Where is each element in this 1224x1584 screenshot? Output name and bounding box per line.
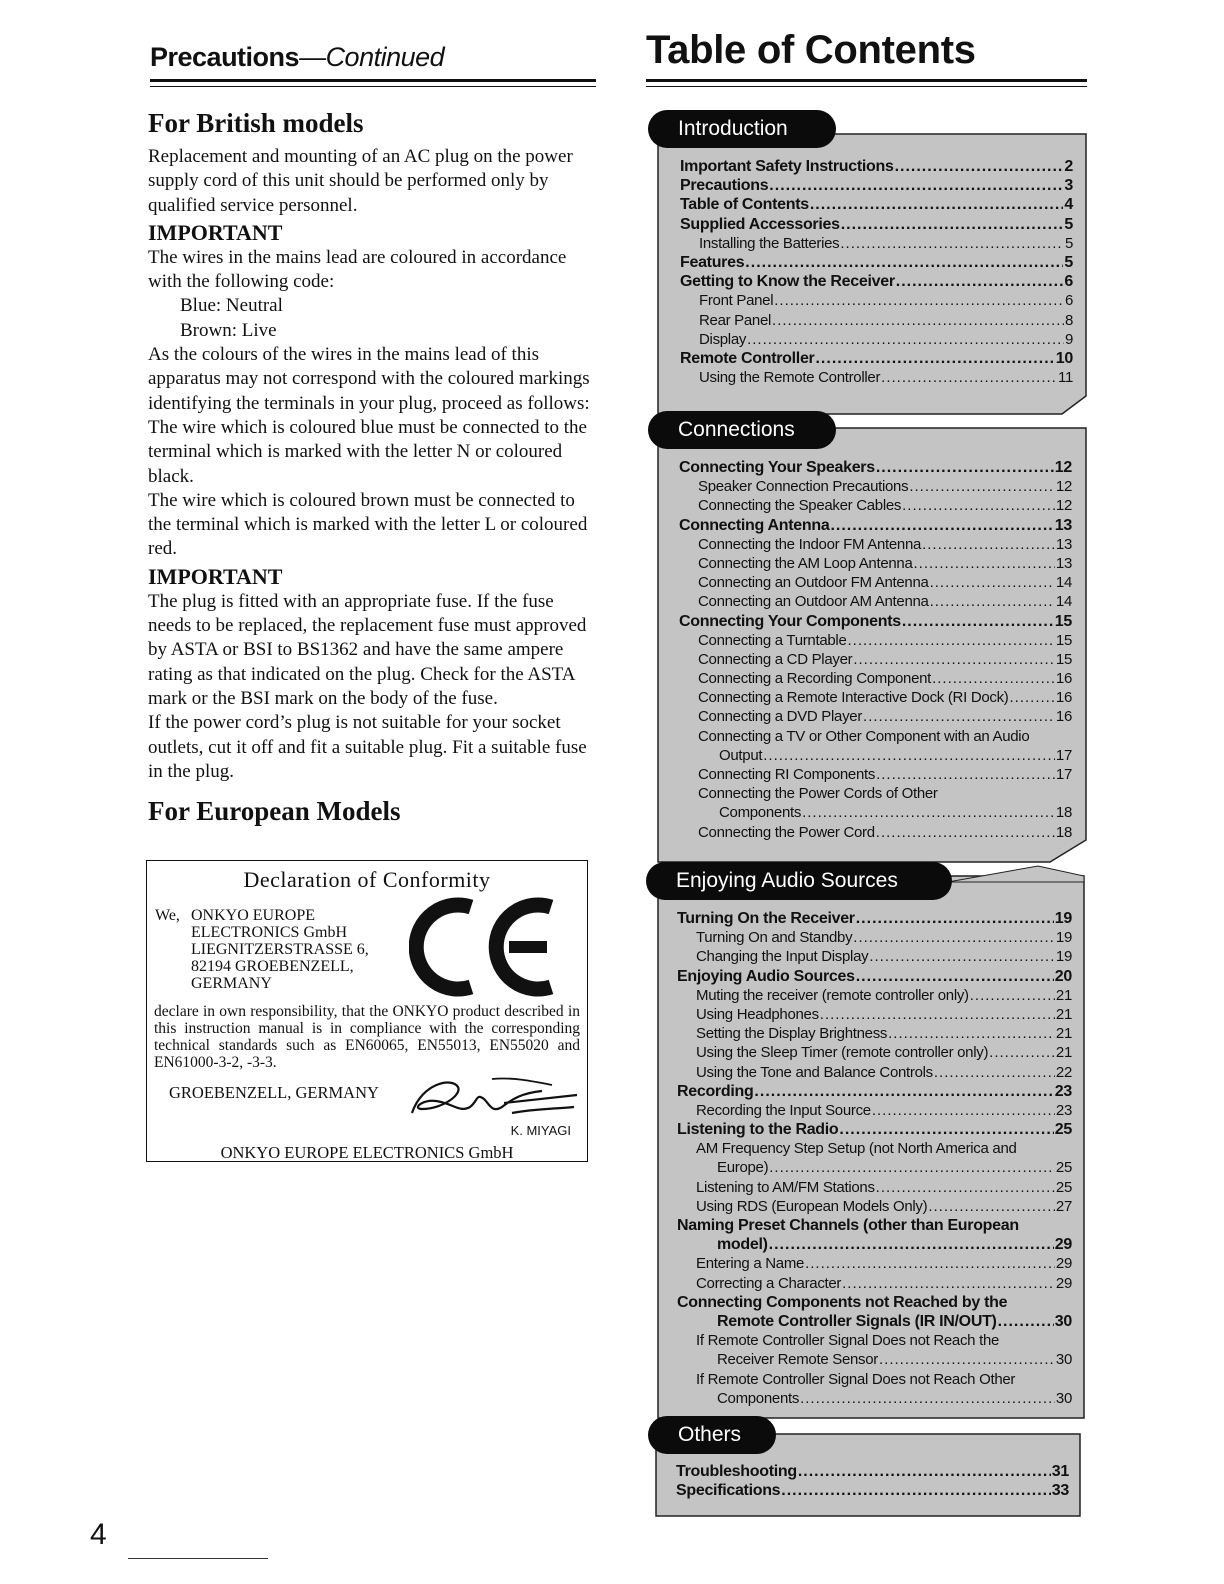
toc-entry-page: 5 [1064, 234, 1073, 252]
toc-entry-title: Turning On and Standby [696, 929, 853, 947]
section-pill-others: Others [648, 1416, 776, 1454]
toc-leader-dots [763, 746, 1055, 765]
british-heading: For British models [148, 108, 364, 138]
toc-leader-dots [934, 1063, 1055, 1082]
toc-entry[interactable] [679, 765, 1072, 784]
toc-entry-page: 21 [1055, 986, 1072, 1004]
toc-entry[interactable] [679, 669, 1072, 688]
toc-entry-page: 17 [1055, 746, 1072, 764]
toc-entry[interactable] [680, 253, 1073, 272]
toc-entry-page: 13 [1055, 535, 1072, 553]
toc-leader-dots [998, 1312, 1054, 1331]
toc-entry-title: Precautions [680, 177, 769, 195]
toc-leader-dots [774, 291, 1064, 310]
toc-entry[interactable] [677, 1254, 1072, 1273]
toc-entry-page: 31 [1051, 1463, 1069, 1480]
address-line: LIEGNITZERSTRASSE 6, [191, 941, 369, 958]
toc-entry-title: Connecting a Recording Component [698, 670, 932, 688]
toc-entry-title: Setting the Display Brightness [696, 1025, 888, 1043]
toc-entry-title: Recording the Input Source [696, 1101, 871, 1119]
toc-entry-page: 11 [1058, 369, 1073, 387]
toc-entry-page: 16 [1055, 708, 1072, 726]
toc-entry-title: Connecting the Power Cords of Other [698, 785, 938, 803]
blue-paragraph: The wire which is coloured blue must be connected to the terminal which is marked with the letter N or coloured black. [148, 416, 587, 487]
header-continued: —Continued [299, 42, 445, 72]
toc-entry-page: 20 [1054, 967, 1072, 985]
toc-entry-title: Getting to Know the Receiver [680, 273, 895, 291]
toc-entry-title: Connecting a Turntable [698, 631, 847, 649]
toc-entry-page: 19 [1055, 948, 1072, 966]
toc-entry-title: Rear Panel [699, 311, 772, 329]
toc-entry-title: Using Headphones [696, 1005, 819, 1023]
toc-entry-title: Features [680, 253, 745, 271]
toc-entry[interactable] [680, 234, 1073, 253]
toc-leader-dots [839, 1120, 1053, 1139]
toc-entry[interactable] [677, 1120, 1072, 1139]
toc-entry-page: 4 [1064, 196, 1073, 214]
toc-entry[interactable] [677, 1082, 1072, 1101]
important-heading-2: IMPORTANT [148, 563, 283, 589]
toc-entry[interactable] [680, 195, 1073, 214]
toc-entry-title: Connecting RI Components [698, 766, 876, 783]
toc-entry[interactable] [677, 1178, 1072, 1197]
toc-entry[interactable] [677, 947, 1072, 966]
toc-leader-dots [840, 234, 1064, 253]
section-pill-enjoying-audio-sources: Enjoying Audio Sources [646, 862, 952, 900]
section-pill-introduction: Introduction [648, 110, 836, 148]
page-number: 4 [90, 1518, 107, 1551]
toc-entry[interactable] [677, 1063, 1072, 1082]
toc-entry[interactable] [679, 535, 1072, 554]
toc-entry-title: Installing the Batteries [699, 234, 840, 252]
toc-entry-title: Connecting a CD Player [698, 650, 853, 668]
address-line: GERMANY [191, 975, 272, 992]
toc-entry-title: Components [719, 804, 802, 822]
toc-leader-dots [869, 947, 1055, 966]
toc-entry-page: 3 [1064, 177, 1073, 195]
toc-leader-dots [881, 368, 1057, 387]
toc-leader-dots [930, 592, 1055, 611]
british-intro: Replacement and mounting of an AC plug on the power supply cord of this unit should be performed only by qualified service personnel. [148, 146, 573, 216]
blue-neutral: Blue: Neutral [180, 295, 283, 317]
toc-entry[interactable] [679, 784, 1072, 803]
header-main: Precautions [150, 42, 300, 72]
toc-entry[interactable] [677, 1350, 1072, 1369]
toc-leader-dots [769, 1235, 1054, 1254]
toc-entry[interactable] [677, 1101, 1072, 1120]
toc-entry-page: 19 [1055, 929, 1072, 947]
toc-entry-page: 23 [1055, 1101, 1072, 1119]
toc-entry-title: Remote Controller [680, 349, 815, 367]
toc-entry-page: 2 [1064, 158, 1073, 175]
toc-entry-page: 12 [1055, 478, 1072, 496]
toc-entry-page: 16 [1055, 689, 1072, 707]
toc-rule-thick [646, 79, 1087, 82]
toc-leader-dots [970, 986, 1055, 1005]
toc-entry-page: 14 [1055, 593, 1072, 611]
toc-leader-dots [930, 573, 1055, 592]
toc-entry-title: Front Panel [699, 292, 774, 310]
toc-leader-dots [922, 535, 1055, 554]
toc-entry-page: 30 [1055, 1351, 1072, 1369]
declaration-title: Declaration of Conformity [243, 867, 491, 892]
toc-entry-page: 17 [1055, 766, 1072, 783]
toc-entry[interactable] [679, 727, 1072, 746]
toc-entry[interactable] [680, 311, 1073, 330]
toc-entry-title: Listening to AM/FM Stations [696, 1178, 875, 1196]
toc-entry-title: Correcting a Character [696, 1274, 842, 1292]
toc-entry-title: Entering a Name [696, 1255, 805, 1273]
toc-entry-page: 8 [1064, 311, 1073, 329]
toc-entry-title: Using RDS (European Models Only) [696, 1197, 928, 1215]
toc-leader-dots [853, 650, 1055, 669]
toc-entry-page: 10 [1055, 349, 1073, 367]
toc-entry-page: 18 [1055, 823, 1072, 841]
toc-entry-title: Troubleshooting [676, 1463, 797, 1480]
toc-entry[interactable] [677, 1216, 1072, 1235]
toc-entry[interactable] [679, 458, 1072, 477]
toc-entry-page: 21 [1055, 1005, 1072, 1023]
toc-entry-title: Muting the receiver (remote controller only) [696, 986, 969, 1004]
toc-entry-title: Listening to the Radio [677, 1121, 839, 1139]
toc-entry[interactable] [677, 986, 1072, 1005]
toc-entry-title: Connecting the AM Loop Antenna [698, 554, 913, 572]
toc-entry[interactable] [679, 496, 1072, 515]
toc-entry-page: 29 [1054, 1236, 1072, 1254]
toc-entry-title: Connecting Your Speakers [679, 459, 875, 476]
toc-entry-title: Supplied Accessories [680, 215, 840, 233]
toc-entry-title: Table of Contents [680, 196, 809, 214]
toc-entry-page: 33 [1051, 1482, 1069, 1500]
toc-entry-page: 21 [1055, 1025, 1072, 1043]
footer-line [128, 1558, 268, 1559]
toc-entry-page: 15 [1055, 650, 1072, 668]
declaration-city: GROEBENZELL, GERMANY [169, 1083, 379, 1102]
toc-entry[interactable] [679, 612, 1072, 631]
left-rule-thin [150, 86, 596, 87]
toc-leader-dots [895, 157, 1064, 176]
toc-entry-page: 18 [1055, 804, 1072, 822]
toc-entry[interactable] [677, 1389, 1072, 1408]
toc-entry[interactable] [677, 928, 1072, 947]
toc-entry[interactable] [676, 1462, 1069, 1481]
address-line: 82194 GROEBENZELL, [191, 958, 354, 975]
toc-leader-dots [769, 176, 1063, 195]
others-entries [676, 1462, 1069, 1500]
toc-entry-page: 6 [1064, 273, 1073, 291]
declaration-box [146, 860, 588, 1162]
toc-leader-dots [841, 215, 1064, 234]
toc-entry-title: Output [719, 746, 763, 764]
toc-leader-dots [747, 330, 1064, 349]
toc-leader-dots [876, 1178, 1055, 1197]
toc-entry-title: Connecting Antenna [679, 516, 830, 534]
toc-entry-page: 13 [1054, 516, 1072, 534]
toc-leader-dots [772, 311, 1064, 330]
toc-entry-title: Connecting a TV or Other Component with an Audio [698, 727, 1030, 745]
toc-leader-dots [820, 1005, 1055, 1024]
toc-entry-title: Connecting the Indoor FM Antenna [698, 535, 922, 553]
toc-title: Table of Contents [646, 28, 976, 72]
fuse-paragraph: The plug is fitted with an appropriate fuse. If the fuse needs to be replaced, the replacement fuse must approved by ASTA or BSI to BS1362 and have the same ampere rating as that indicated on the plug. Check for the ASTA mark or the BSI mark on the body of the fuse. [148, 590, 587, 709]
toc-entry-page: 5 [1064, 253, 1073, 271]
toc-entry-title: Important Safety Instructions [680, 158, 894, 175]
toc-leader-dots [745, 253, 1063, 272]
toc-leader-dots [856, 967, 1054, 986]
toc-entry[interactable] [677, 1293, 1072, 1312]
toc-leader-dots [781, 1481, 1051, 1500]
toc-entry[interactable] [677, 1139, 1072, 1158]
declaration-we: We, [155, 907, 180, 924]
ce-mark-icon [409, 897, 559, 997]
toc-entry-title: Speaker Connection Precautions [698, 478, 909, 496]
toc-entry-page: 15 [1054, 612, 1072, 630]
toc-leader-dots [876, 823, 1055, 842]
toc-entry[interactable] [677, 1005, 1072, 1024]
toc-entry[interactable] [676, 1481, 1069, 1500]
toc-entry-title: Using the Tone and Balance Controls [696, 1063, 933, 1081]
toc-entry-title: Using the Remote Controller [699, 369, 881, 387]
toc-leader-dots [754, 1082, 1053, 1101]
toc-rule-thin [646, 86, 1087, 87]
toc-entry-page: 23 [1054, 1082, 1072, 1100]
address-line: ONKYO EUROPE [191, 907, 315, 924]
precautions-header [150, 42, 444, 73]
toc-entry[interactable] [680, 291, 1073, 310]
toc-entry[interactable] [677, 1158, 1072, 1177]
toc-entry[interactable] [679, 688, 1072, 707]
toc-entry[interactable] [680, 176, 1073, 195]
toc-entry-title: Specifications [676, 1482, 781, 1500]
toc-entry[interactable] [679, 477, 1072, 496]
toc-leader-dots [1010, 688, 1055, 707]
toc-entry-title: Europe) [717, 1159, 769, 1177]
toc-leader-dots [856, 909, 1054, 928]
toc-entry-title: Receiver Remote Sensor [717, 1351, 878, 1369]
toc-entry-title: If Remote Controller Signal Does not Reach the [696, 1332, 1000, 1350]
toc-leader-dots [876, 458, 1054, 477]
company-name: ONKYO EUROPE ELECTRONICS GmbH [220, 1143, 514, 1162]
toc-entry-title: Changing the Input Display [696, 948, 869, 966]
toc-leader-dots [888, 1024, 1055, 1043]
toc-entry-page: 19 [1054, 910, 1072, 927]
toc-entry-title: Connecting an Outdoor AM Antenna [698, 593, 929, 611]
toc-entry[interactable] [680, 215, 1073, 234]
toc-entry-page: 29 [1055, 1255, 1072, 1273]
toc-entry[interactable] [679, 554, 1072, 573]
toc-entry[interactable] [677, 1274, 1072, 1293]
toc-leader-dots [879, 1350, 1055, 1369]
toc-entry-page: 25 [1055, 1159, 1072, 1177]
toc-entry[interactable] [677, 967, 1072, 986]
toc-entry-title: Connecting a DVD Player [698, 708, 863, 726]
toc-entry-page: 13 [1055, 554, 1072, 572]
signer-name: K. MIYAGI [510, 1123, 571, 1138]
toc-leader-dots [914, 554, 1055, 573]
toc-entry-title: Turning On the Receiver [677, 910, 855, 927]
toc-entry[interactable] [679, 650, 1072, 669]
connections-entries [679, 458, 1072, 842]
toc-entry-page: 16 [1055, 670, 1072, 688]
address-line: ELECTRONICS GmbH [191, 924, 347, 941]
toc-entry[interactable] [680, 368, 1073, 387]
toc-entry-page: 14 [1055, 574, 1072, 592]
toc-entry-title: Display [699, 330, 747, 348]
toc-entry[interactable] [679, 803, 1072, 822]
toc-entry[interactable] [677, 909, 1072, 928]
toc-leader-dots [876, 765, 1055, 784]
toc-entry-title: Connecting the Speaker Cables [698, 497, 902, 515]
toc-leader-dots [989, 1043, 1055, 1062]
toc-leader-dots [909, 477, 1055, 496]
toc-entry[interactable] [680, 330, 1073, 349]
toc-entry-title: Connecting Components not Reached by the [677, 1293, 1008, 1311]
toc-entry-title: Using the Sleep Timer (remote controller only) [696, 1044, 989, 1062]
toc-entry[interactable] [679, 592, 1072, 611]
toc-entry[interactable] [679, 823, 1072, 842]
toc-entry[interactable] [677, 1312, 1072, 1331]
toc-leader-dots [928, 1197, 1055, 1216]
toc-entry-title: Naming Preset Channels (other than European [677, 1217, 1019, 1234]
toc-leader-dots [815, 349, 1054, 368]
toc-leader-dots [800, 1389, 1055, 1408]
precautions-body [148, 108, 596, 833]
toc-entry-title: Connecting an Outdoor FM Antenna [698, 574, 929, 592]
brown-live: Brown: Live [180, 319, 277, 341]
toc-entry-page: 30 [1055, 1389, 1072, 1407]
toc-entry-title: model) [717, 1236, 768, 1254]
enjoying-entries [677, 909, 1072, 1408]
important-heading-1: IMPORTANT [148, 219, 283, 245]
toc-entry-page: 29 [1055, 1274, 1072, 1292]
toc-leader-dots [872, 1101, 1055, 1120]
signature-icon [392, 1073, 582, 1125]
toc-entry[interactable] [677, 1235, 1072, 1254]
toc-entry-title: Remote Controller Signals (IR IN/OUT) [717, 1312, 997, 1330]
toc-entry-page: 15 [1055, 631, 1072, 649]
toc-entry-page: 12 [1055, 497, 1072, 515]
toc-leader-dots [932, 669, 1055, 688]
toc-entry-page: 6 [1064, 292, 1073, 310]
toc-entry[interactable] [680, 349, 1073, 368]
introduction-entries [680, 157, 1073, 387]
toc-leader-dots [848, 631, 1055, 650]
toc-entry-title: Recording [677, 1082, 754, 1100]
toc-entry-page: 12 [1054, 459, 1072, 476]
wires-intro: The wires in the mains lead are coloured in accordance with the following code: [148, 246, 567, 293]
toc-entry[interactable] [679, 573, 1072, 592]
toc-leader-dots [902, 496, 1055, 515]
colours-paragraph: As the colours of the wires in the mains lead of this apparatus may not correspond with the coloured markings identifying the terminals in your plug, proceed as follows: [148, 344, 590, 414]
toc-leader-dots [810, 195, 1064, 214]
toc-entry-page: 25 [1055, 1178, 1072, 1196]
left-rule-thick [150, 79, 596, 82]
toc-entry[interactable] [680, 157, 1073, 176]
toc-leader-dots [830, 516, 1053, 535]
toc-leader-dots [853, 928, 1055, 947]
toc-entry-title: Components [717, 1389, 800, 1407]
toc-leader-dots [769, 1158, 1055, 1177]
toc-leader-dots [902, 612, 1054, 631]
toc-entry[interactable] [677, 1043, 1072, 1062]
toc-leader-dots [805, 1254, 1055, 1273]
toc-entry-page: 22 [1055, 1063, 1072, 1081]
toc-entry-page: 27 [1055, 1197, 1072, 1215]
power-cord-paragraph: If the power cord’s plug is not suitable for your socket outlets, cut it off and fit a suitable plug. Fit a suitable fuse in the plug. [148, 712, 587, 782]
toc-entry-title: Enjoying Audio Sources [677, 967, 855, 985]
toc-leader-dots [802, 803, 1055, 822]
toc-entry[interactable] [677, 1024, 1072, 1043]
toc-entry-title: Connecting the Power Cord [698, 823, 875, 841]
toc-entry[interactable] [679, 746, 1072, 765]
toc-entry[interactable] [677, 1197, 1072, 1216]
section-pill-connections: Connections [648, 411, 836, 449]
declaration-text: declare in own responsibility, that the ONKYO product described in this instruction manual is in compliance with the corresponding technical standards such as EN60065, EN55013, EN55020 and EN61000-3-2, -3-3. [154, 1003, 580, 1071]
toc-entry-title: Connecting Your Components [679, 612, 901, 630]
toc-leader-dots [842, 1274, 1055, 1293]
toc-entry-page: 25 [1054, 1121, 1072, 1139]
toc-entry-title: AM Frequency Step Setup (not North America and [696, 1140, 1017, 1158]
toc-entry[interactable] [677, 1331, 1072, 1350]
toc-entry-page: 5 [1064, 215, 1073, 233]
toc-entry[interactable] [679, 631, 1072, 650]
toc-entry-page: 9 [1064, 330, 1073, 348]
toc-entry[interactable] [677, 1370, 1072, 1389]
toc-entry[interactable] [680, 272, 1073, 291]
toc-entry-title: If Remote Controller Signal Does not Reach Other [696, 1370, 1016, 1388]
toc-entry-page: 30 [1054, 1312, 1072, 1330]
european-heading: For European Models [148, 796, 401, 827]
brown-paragraph: The wire which is coloured brown must be connected to the terminal which is marked with the letter L or coloured red. [148, 489, 588, 560]
toc-entry-title: Connecting a Remote Interactive Dock (RI Dock) [698, 689, 1009, 707]
toc-entry[interactable] [679, 707, 1072, 726]
toc-entry[interactable] [679, 516, 1072, 535]
toc-entry-page: 21 [1055, 1044, 1072, 1062]
toc-leader-dots [798, 1462, 1051, 1481]
toc-leader-dots [896, 272, 1064, 291]
declaration-address [191, 907, 369, 992]
toc-leader-dots [863, 707, 1055, 726]
